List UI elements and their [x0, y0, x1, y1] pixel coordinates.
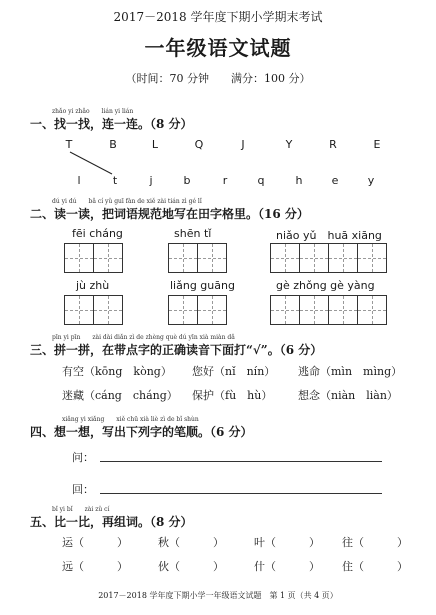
lower-letter[interactable]: y [367, 174, 375, 187]
item-options[interactable]: （cáng cháng） [84, 389, 178, 402]
upper-letter[interactable]: R [329, 138, 337, 151]
word-pinyin: shēn tǐ [174, 227, 212, 240]
item-word: 您好 [192, 365, 214, 378]
item-word: 想念 [298, 389, 320, 402]
page-footer: 2017－2018 学年度下期小学一年级语文试题 第 1 页（共 4 页） [98, 591, 338, 600]
tianzige-box[interactable] [270, 295, 386, 325]
upper-letter[interactable]: J [241, 138, 245, 151]
word-pinyin: gè zhǒng gè yàng [276, 279, 375, 292]
reading-item[interactable] [298, 363, 402, 379]
q2-pinyin: dú yi dú bǎ cí yǔ guī fàn de xiě zài tián zì gé lǐ [52, 198, 202, 205]
reading-item[interactable] [62, 363, 172, 379]
tianzige-box[interactable] [168, 243, 226, 273]
q2-title: 二、读一读，把词语规范地写在田字格里。（16 分） [30, 207, 309, 221]
word-pinyin: jù zhù [76, 279, 110, 292]
lower-letter[interactable]: l [77, 174, 81, 187]
compare-item[interactable]: 住（ ） [342, 560, 408, 573]
q3-pinyin: pīn yi pīn zài dài diǎn zì de zhèng què dú yīn xià miàn dǎ [52, 334, 235, 341]
answer-line[interactable] [100, 461, 382, 462]
tianzige-box[interactable] [168, 295, 226, 325]
tianzige-box[interactable] [270, 243, 386, 273]
upper-letter[interactable]: L [151, 138, 159, 151]
exam-title: 2017－2018 学年度下期小学期末考试 [113, 10, 323, 24]
compare-item[interactable]: 秋（ ） [158, 536, 224, 549]
item-options[interactable]: （niàn liàn） [320, 389, 398, 402]
upper-letter[interactable]: B [109, 138, 117, 151]
item-word: 迷藏 [62, 389, 84, 402]
upper-letter[interactable]: Y [285, 138, 293, 151]
item-options[interactable]: （kōng kòng） [84, 365, 172, 378]
tianzige-cell[interactable] [357, 295, 387, 325]
item-options[interactable]: （nǐ nín） [214, 365, 276, 378]
lower-letter[interactable]: j [149, 174, 153, 187]
reading-item[interactable] [192, 387, 272, 403]
tianzige-box[interactable] [64, 295, 122, 325]
tianzige-cell[interactable] [197, 295, 227, 325]
q4-title: 四、想一想，写出下列字的笔顺。（6 分） [30, 425, 253, 439]
tianzige-cell[interactable] [328, 243, 358, 273]
q1-title: 一、找一找，连一连。（8 分） [30, 117, 193, 131]
q5-pinyin: bǐ yi bǐ zài zǔ cí [52, 506, 110, 513]
item-options[interactable]: （fù hù） [214, 389, 273, 402]
lower-letter[interactable]: t [112, 174, 118, 187]
tianzige-cell[interactable] [299, 295, 329, 325]
compare-item[interactable]: 远（ ） [62, 560, 128, 573]
compare-item[interactable]: 伙（ ） [158, 560, 224, 573]
word-pinyin: liǎng guāng [170, 279, 235, 292]
tianzige-cell[interactable] [270, 243, 300, 273]
item-word: 保护 [192, 389, 214, 402]
tianzige-cell[interactable] [93, 243, 123, 273]
tianzige-cell[interactable] [64, 295, 94, 325]
connecting-line [60, 150, 120, 176]
q5-title: 五、比一比，再组词。（8 分） [30, 515, 193, 529]
lower-letter[interactable]: q [257, 174, 265, 187]
item-options[interactable]: （mìn mìng） [320, 365, 403, 378]
reading-item[interactable] [298, 387, 398, 403]
tianzige-cell[interactable] [357, 243, 387, 273]
tianzige-cell[interactable] [270, 295, 300, 325]
page-title: 一年级语文试题 [144, 36, 292, 60]
q1-upper-row [62, 138, 402, 150]
lower-letter[interactable]: e [331, 174, 339, 187]
q3-title: 三、拼一拼，在带点字的正确读音下面打“√”。（6 分） [30, 343, 323, 357]
reading-item[interactable] [192, 363, 275, 379]
tianzige-cell[interactable] [328, 295, 358, 325]
lower-letter[interactable]: r [222, 174, 228, 187]
tianzige-cell[interactable] [64, 243, 94, 273]
q1-lower-row [72, 174, 412, 186]
word-pinyin: fēi cháng [72, 227, 123, 240]
upper-letter[interactable]: T [65, 138, 73, 151]
exam-meta: （时间：70 分钟 满分：100 分） [125, 72, 311, 85]
item-word: 逃命 [298, 365, 320, 378]
tianzige-cell[interactable] [197, 243, 227, 273]
stroke-char-label: 回： [72, 483, 94, 496]
tianzige-box[interactable] [64, 243, 122, 273]
upper-letter[interactable]: E [373, 138, 381, 151]
tianzige-cell[interactable] [168, 243, 198, 273]
compare-item[interactable]: 往（ ） [342, 536, 408, 549]
lower-letter[interactable]: b [183, 174, 191, 187]
item-word: 有空 [62, 365, 84, 378]
compare-item[interactable]: 什（ ） [254, 560, 320, 573]
word-pinyin: niǎo yǔ huā xiāng [276, 229, 382, 242]
upper-letter[interactable]: Q [194, 138, 204, 151]
reading-item[interactable] [62, 387, 178, 403]
tianzige-cell[interactable] [299, 243, 329, 273]
q4-pinyin: xiǎng yi xiǎng xiě chū xià liè zì de bǐ shùn [62, 416, 199, 423]
q1-pinyin: zhǎo yi zhǎo lián yi lián [52, 108, 134, 115]
compare-item[interactable]: 叶（ ） [254, 536, 320, 549]
tianzige-cell[interactable] [93, 295, 123, 325]
compare-item[interactable]: 运（ ） [62, 536, 128, 549]
answer-line[interactable] [100, 493, 382, 494]
tianzige-cell[interactable] [168, 295, 198, 325]
lower-letter[interactable]: h [295, 174, 303, 187]
stroke-char-label: 问： [72, 451, 94, 464]
